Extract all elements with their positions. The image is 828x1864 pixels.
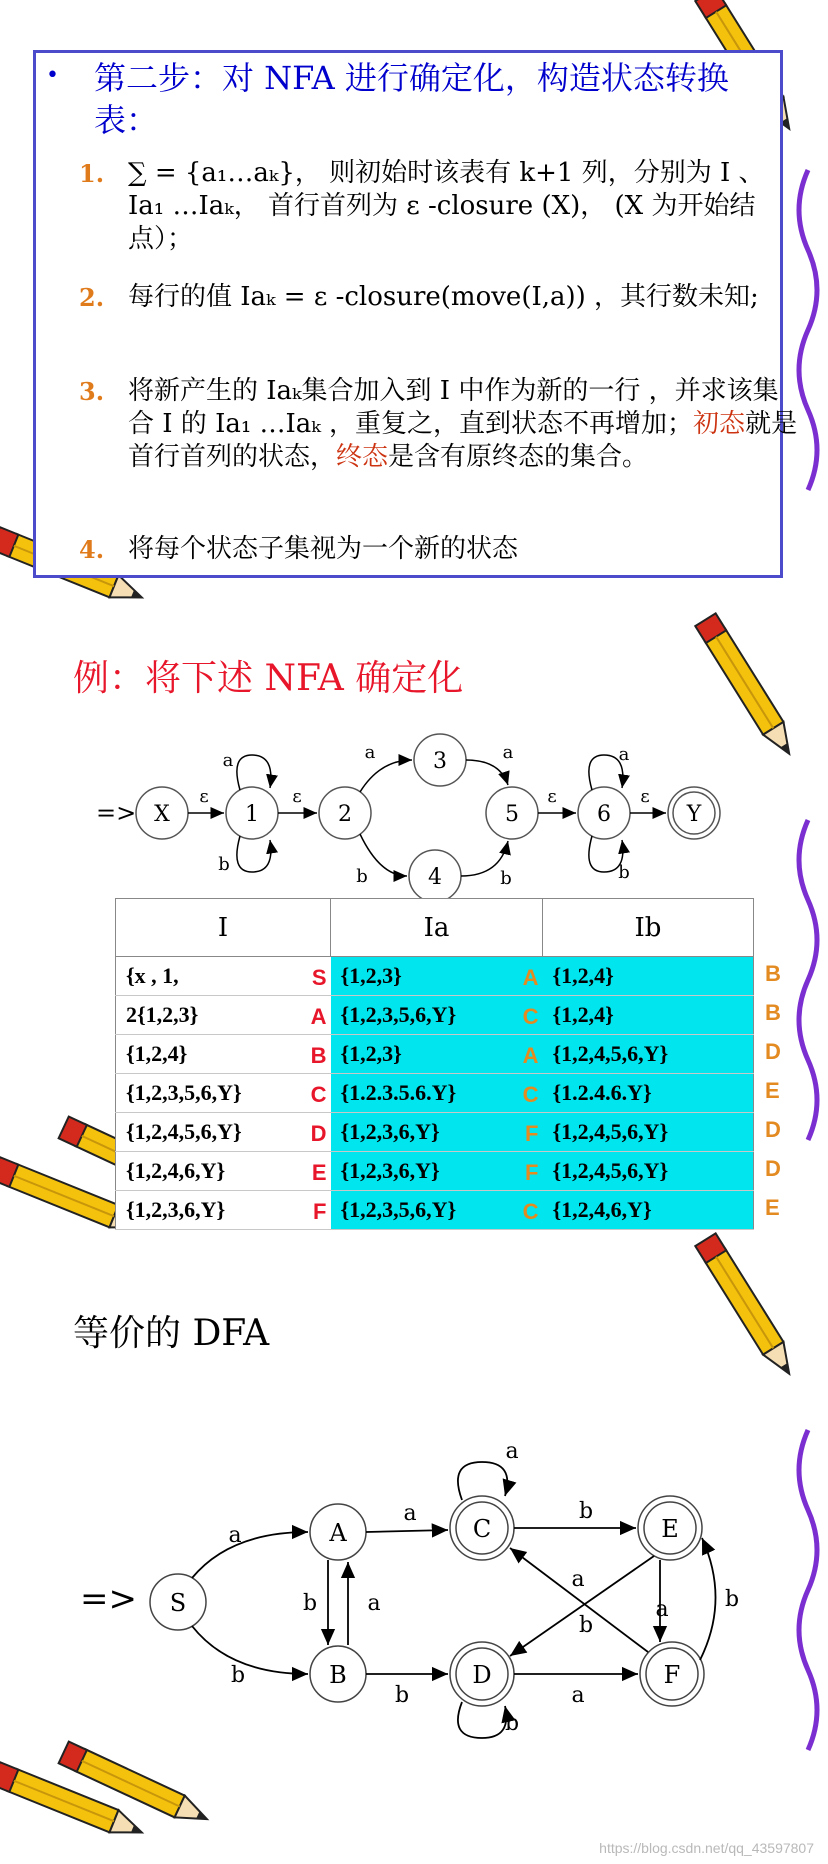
state-tag: C bbox=[522, 1082, 539, 1107]
node-label: C bbox=[472, 1515, 492, 1543]
cell-value: {1,2,4,5,6,Y} bbox=[552, 1041, 669, 1066]
table-cell bbox=[116, 1113, 331, 1152]
state-tag: F bbox=[313, 1199, 327, 1224]
list-item bbox=[79, 375, 798, 474]
nfa-edge bbox=[360, 760, 412, 792]
table-cell bbox=[331, 1074, 543, 1113]
state-tag: E bbox=[311, 1160, 327, 1185]
edge-label: a bbox=[228, 1523, 242, 1548]
list-item bbox=[79, 157, 798, 256]
state-tag: A bbox=[522, 965, 539, 990]
node-label: 6 bbox=[597, 802, 611, 827]
dfa-loop bbox=[458, 1462, 507, 1500]
cell-value: {1,2,3} bbox=[340, 963, 402, 988]
edge-label: b bbox=[302, 1591, 318, 1616]
state-tag: B bbox=[310, 1043, 327, 1068]
table-cell bbox=[543, 1074, 754, 1113]
cell-value: {1,2,4,6,Y} bbox=[552, 1197, 652, 1222]
cell-value: {1,2,4} bbox=[552, 1002, 614, 1027]
dfa-edge bbox=[192, 1626, 308, 1674]
edge-label: b bbox=[724, 1587, 740, 1612]
node-label: E bbox=[661, 1515, 679, 1543]
item-text: 是含有原终态的集合。 bbox=[388, 442, 649, 472]
table-row bbox=[116, 1113, 754, 1152]
edge-label: ε bbox=[292, 786, 302, 807]
dfa-edge bbox=[192, 1532, 308, 1578]
content-box bbox=[33, 50, 798, 578]
nfa-edge bbox=[466, 760, 508, 785]
cell-value: {1.2.4.6.Y} bbox=[552, 1080, 652, 1105]
cell-value: {1,2,4} bbox=[552, 963, 614, 988]
table-cell bbox=[116, 1152, 331, 1191]
cell-value: {1,2,4} bbox=[126, 1041, 188, 1066]
initial-state-term: 初态 bbox=[693, 409, 746, 439]
node-label: F bbox=[663, 1661, 681, 1689]
edge-label: b bbox=[230, 1663, 246, 1688]
nfa-loop bbox=[237, 836, 271, 872]
cell-value: {1,2,4,5,6,Y} bbox=[126, 1119, 242, 1144]
edge-label: b bbox=[578, 1613, 594, 1638]
item-text: 将新产生的 Iaₖ集合加入到 I 中作为新的一行 ，并求该集合 I 的 Ia₁ …Iaₖ ，重复之，直到状态不再增加； bbox=[128, 376, 779, 439]
node-label: B bbox=[329, 1661, 347, 1689]
cell-value: {1,2,3,5,6,Y} bbox=[340, 1002, 457, 1027]
cell-value: {1.2.3.5.6.Y} bbox=[340, 1080, 457, 1105]
cell-value: {x , 1, bbox=[126, 963, 179, 988]
dfa-loop bbox=[458, 1702, 506, 1738]
example-title: 例：将下述 NFA 确定化 bbox=[73, 658, 464, 699]
table-cell bbox=[116, 1191, 331, 1230]
node-label: 4 bbox=[428, 865, 442, 890]
table-row bbox=[116, 1074, 754, 1113]
table-cell bbox=[116, 1035, 331, 1074]
edge-label: a bbox=[364, 742, 376, 763]
table-cell bbox=[331, 957, 543, 996]
nfa-diagram bbox=[0, 730, 828, 900]
edge-label: a bbox=[655, 1597, 669, 1622]
table-cell bbox=[116, 996, 331, 1035]
edge-label: a bbox=[222, 750, 234, 771]
table-cell bbox=[116, 1074, 331, 1113]
header-ia: Ia bbox=[331, 899, 543, 957]
item-number: 3. bbox=[79, 377, 105, 406]
state-tag: B bbox=[765, 1000, 781, 1025]
node-label: S bbox=[169, 1589, 187, 1617]
node-label: 5 bbox=[505, 802, 519, 827]
state-tag: A bbox=[522, 1043, 539, 1068]
cell-value: {1,2,3,6,Y} bbox=[340, 1119, 440, 1144]
edge-label: a bbox=[367, 1591, 381, 1616]
node-label: 1 bbox=[245, 802, 259, 827]
edge-label: b bbox=[356, 866, 368, 887]
edge-label: a bbox=[571, 1683, 585, 1708]
table-cell bbox=[331, 1113, 543, 1152]
dfa-title: 等价的 DFA bbox=[73, 1313, 270, 1354]
table-cell bbox=[116, 957, 331, 996]
state-tag: A bbox=[310, 1004, 327, 1029]
table-row bbox=[116, 1035, 754, 1074]
table-cell bbox=[543, 1035, 754, 1074]
node-label: 3 bbox=[433, 749, 447, 774]
cell-value: {1,2,4,5,6,Y} bbox=[552, 1119, 669, 1144]
table-cell bbox=[331, 1191, 543, 1230]
node-label: D bbox=[472, 1661, 492, 1689]
watermark: https://blog.csdn.net/qq_43597807 bbox=[599, 1840, 814, 1856]
table-cell bbox=[543, 996, 754, 1035]
header-i: I bbox=[116, 899, 331, 957]
dfa-diagram bbox=[0, 1420, 828, 1790]
dfa-edge bbox=[366, 1530, 448, 1532]
cell-value: {1,2,3,6,Y} bbox=[340, 1158, 440, 1183]
state-tag: D bbox=[765, 1039, 781, 1064]
dfa-edge bbox=[700, 1538, 716, 1660]
step-heading: 第二步：对 NFA 进行确定化，构造状态转换表： bbox=[94, 59, 729, 139]
table-cell bbox=[543, 957, 754, 996]
state-tag: C bbox=[310, 1082, 327, 1107]
item-text: 将每个状态子集视为一个新的状态 bbox=[128, 534, 519, 564]
state-tag: B bbox=[765, 961, 781, 986]
state-tag: F bbox=[525, 1160, 539, 1185]
table-cell bbox=[543, 1113, 754, 1152]
item-number: 1. bbox=[79, 159, 105, 188]
item-text: 就是首行首列的状态， bbox=[128, 409, 798, 472]
transition-table bbox=[115, 898, 753, 1230]
state-tag: S bbox=[311, 965, 327, 990]
cell-value: {1,2,3,5,6,Y} bbox=[340, 1197, 457, 1222]
edge-label: a bbox=[403, 1501, 417, 1526]
cell-value: 2{1,2,3} bbox=[126, 1002, 199, 1027]
item-number: 4. bbox=[79, 535, 105, 564]
ribbon-decoration bbox=[799, 170, 817, 490]
cell-value: {1,2,4,6,Y} bbox=[126, 1158, 226, 1183]
node-label: A bbox=[329, 1519, 347, 1547]
edge-label: b bbox=[218, 854, 230, 875]
edge-label: b bbox=[618, 862, 630, 883]
state-tag: C bbox=[522, 1004, 539, 1029]
state-tag: D bbox=[765, 1117, 781, 1142]
edge-label: ε bbox=[199, 786, 209, 807]
state-tag: D bbox=[765, 1156, 781, 1181]
cell-value: {1,2,3} bbox=[340, 1041, 402, 1066]
edge-label: b bbox=[394, 1683, 410, 1708]
node-label: X bbox=[154, 802, 170, 827]
header-ib: Ib bbox=[543, 899, 754, 957]
state-tag: D bbox=[310, 1121, 327, 1146]
edge-label: ε bbox=[640, 786, 650, 807]
table-cell bbox=[331, 1152, 543, 1191]
list-item bbox=[79, 281, 798, 314]
edge-label: b bbox=[500, 868, 512, 889]
table-row bbox=[116, 1152, 754, 1191]
node-label: Y bbox=[686, 802, 702, 827]
cell-value: {1,2,4,5,6,Y} bbox=[552, 1158, 669, 1183]
node-label: 2 bbox=[338, 802, 352, 827]
edge-label: a bbox=[505, 1439, 519, 1464]
list-item bbox=[79, 533, 798, 566]
pencil-icon bbox=[695, 1233, 799, 1380]
edge-label: ε bbox=[547, 786, 557, 807]
table-cell bbox=[543, 1152, 754, 1191]
item-number: 2. bbox=[79, 283, 105, 312]
table-row bbox=[116, 1191, 754, 1230]
edge-label: b bbox=[504, 1711, 520, 1736]
state-tag: C bbox=[522, 1199, 539, 1224]
table-row bbox=[116, 996, 754, 1035]
cell-value: {1,2,3,6,Y} bbox=[126, 1197, 226, 1222]
state-tag: E bbox=[765, 1195, 780, 1220]
edge-label: a bbox=[618, 744, 630, 765]
table-cell bbox=[331, 1035, 543, 1074]
final-state-term: 终态 bbox=[336, 442, 389, 472]
edge-label: a bbox=[571, 1567, 585, 1592]
state-tag: E bbox=[765, 1078, 780, 1103]
state-tag: F bbox=[525, 1121, 539, 1146]
table-cell bbox=[331, 996, 543, 1035]
start-arrow: => bbox=[80, 1579, 137, 1619]
start-arrow: => bbox=[96, 799, 137, 827]
edge-label: b bbox=[578, 1499, 594, 1524]
item-text: 每行的值 Iaₖ = ε -closure(move(I,a)) ，其行数未知; bbox=[128, 282, 759, 312]
item-text: ∑ = {a₁…aₖ}， 则初始时该表有 k+1 列，分别为 I 、 Ia₁ …Iaₖ， 首行首列为 ε -closure (X)， (X 为开始结点）； bbox=[128, 158, 765, 254]
edge-label: a bbox=[502, 742, 514, 763]
table-cell bbox=[543, 1191, 754, 1230]
bullet: • bbox=[46, 63, 59, 88]
cell-value: {1,2,3,5,6,Y} bbox=[126, 1080, 242, 1105]
table-row bbox=[116, 957, 754, 996]
nfa-loop bbox=[237, 755, 271, 790]
